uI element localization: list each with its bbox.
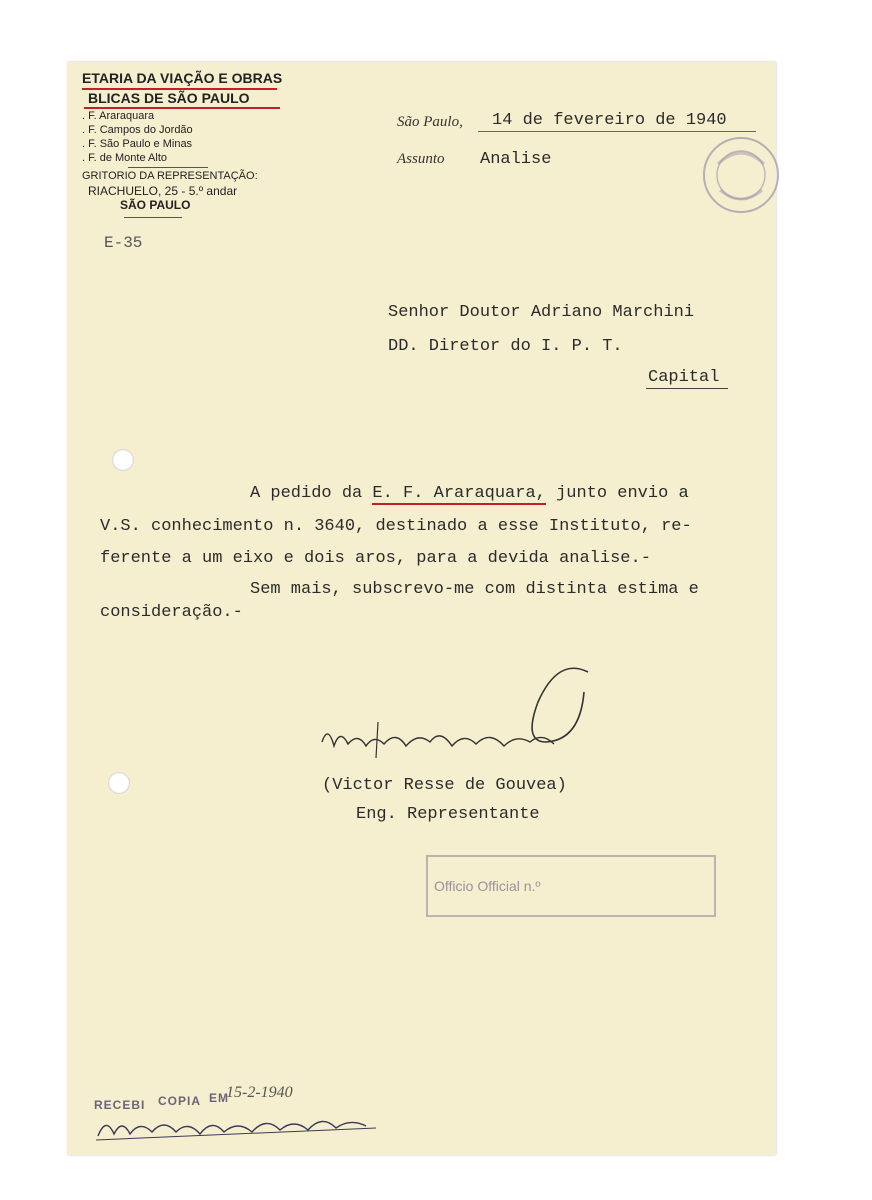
office-label: GRITORIO DA REPRESENTAÇÃO: [82,170,258,182]
receipt-copia: COPIA [158,1094,202,1108]
postal-stamp-icon [700,134,782,216]
railway-1: . F. Araraquara [82,110,155,122]
railway-2: . F. Campos do Jordão [82,124,193,136]
signature-title: Eng. Representante [356,805,540,824]
body-p1-suffix: junto envio a [556,484,689,503]
typed-signature-name: (Victor Resse de Gouvea) [322,776,567,795]
letterhead-divider [128,167,208,168]
body-line1 [250,484,689,503]
office-city: SÃO PAULO [120,198,191,212]
letter-date: 14 de fevereiro de 1940 [492,111,727,130]
body-line4: Sem mais, subscrevo-me com distinta estima e [250,580,699,599]
handwritten-signature-icon [318,662,598,782]
letterhead-rule-1 [82,88,277,90]
body-line2: V.S. conhecimento n. 3640, destinado a esse Instituto, re- [100,517,692,536]
body-line5: consideração.- [100,603,243,622]
receipt-recebi: RECEBI [94,1098,146,1112]
letterhead-line2: BLICAS DE SÃO PAULO [88,90,250,106]
body-line3: ferente a um eixo e dois aros, para a devida analise.- [100,549,651,568]
office-stamp-text: Officio Official n.º [434,878,541,894]
letterhead-line1: ETARIA DA VIAÇÃO E OBRAS [82,70,283,86]
subject-label: Assunto [397,151,445,167]
date-underline [478,131,756,132]
recipient-line2: DD. Diretor do I. P. T. [388,337,623,356]
railway-3: . F. São Paulo e Minas [82,138,193,150]
body-p1-prefix: A pedido da [250,484,363,503]
recipient-line3: Capital [648,368,720,387]
city-underline [124,217,182,218]
subject-value: Analise [480,150,552,169]
body-p1-highlight: E. F. Araraquara, [372,484,546,503]
punch-hole-top [112,449,134,471]
ref-code: E-35 [104,234,143,252]
letterhead-rule-2 [84,107,280,109]
punch-hole-bottom [108,772,130,794]
office-address: RIACHUELO, 25 - 5.º andar [88,184,238,198]
place-label: São Paulo, [397,114,463,130]
recipient-line1: Senhor Doutor Adriano Marchini [388,303,695,322]
railway-4: . F. de Monte Alto [82,152,167,164]
receipt-signature-icon [96,1106,386,1146]
capital-underline [646,388,728,389]
letter-page [68,62,776,1155]
receipt-em: EM [209,1091,229,1105]
receipt-date: 15-2-1940 [226,1084,293,1101]
